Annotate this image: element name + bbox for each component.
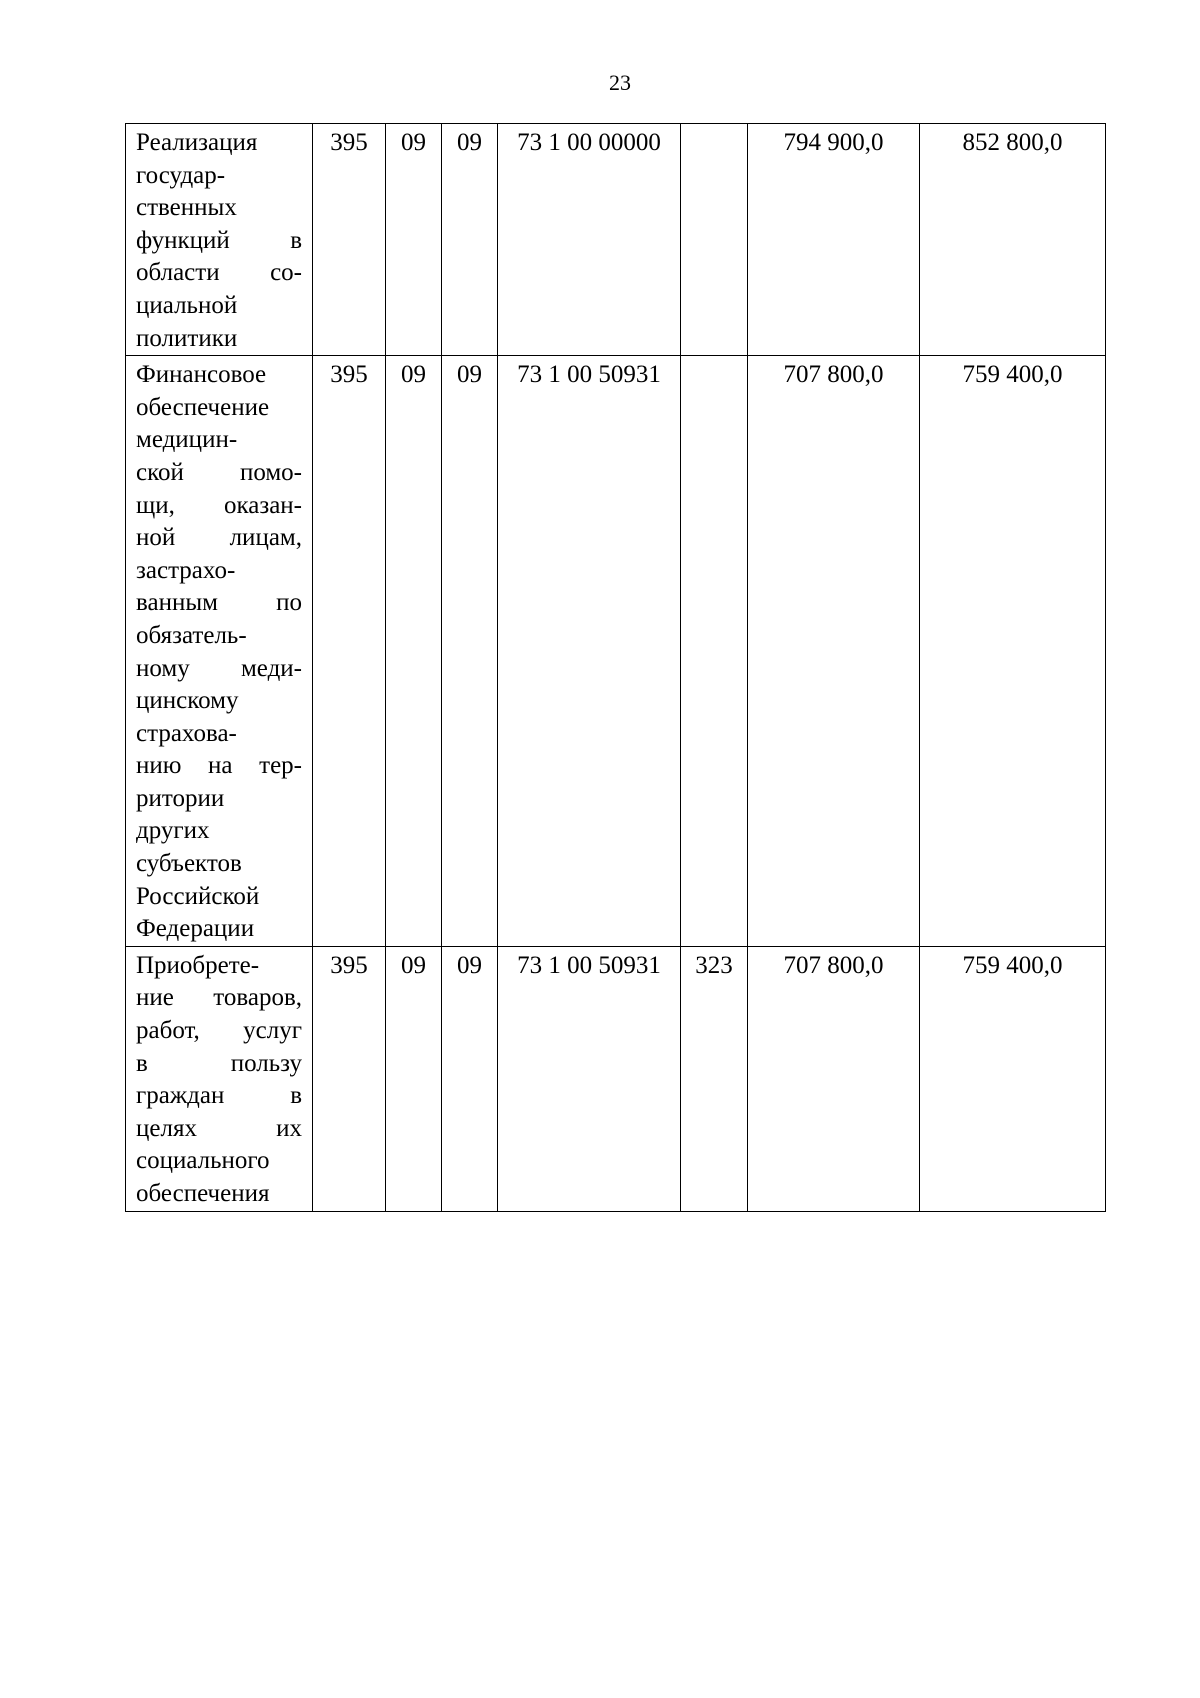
row-name (136, 359, 302, 946)
cell-admin-code: 395 (313, 124, 386, 356)
row-name-line: политики (136, 324, 238, 352)
row-name-line: циальной (136, 291, 238, 319)
cell-year1-amount: 707 800,0 (748, 946, 920, 1211)
row-name-line: Финансовое (136, 361, 267, 389)
row-name-line: нию на тер- (136, 752, 302, 780)
row-name-line: Приобрете- (136, 951, 260, 979)
row-name-line: цинскому (136, 687, 239, 715)
row-name (136, 127, 302, 355)
row-name-line: ной лицам, (136, 524, 302, 552)
row-name-line: области со- (136, 259, 302, 287)
row-name-line: обязатель- (136, 621, 247, 649)
cell-target-article: 73 1 00 50931 (498, 946, 681, 1211)
row-name-line: ванным по (136, 589, 302, 617)
row-name-line: социального (136, 1147, 270, 1175)
row-name (136, 950, 302, 1211)
cell-section: 09 (386, 946, 442, 1211)
cell-subsection: 09 (442, 356, 498, 947)
row-name-line: целях их (136, 1114, 302, 1142)
cell-year2-amount: 759 400,0 (920, 356, 1106, 947)
cell-section: 09 (386, 356, 442, 947)
cell-section: 09 (386, 124, 442, 356)
row-name-line: медицин- (136, 426, 238, 454)
cell-admin-code: 395 (313, 356, 386, 947)
row-name-line: ному меди- (136, 654, 302, 682)
cell-subsection: 09 (442, 946, 498, 1211)
cell-target-article: 73 1 00 50931 (498, 356, 681, 947)
cell-name (126, 946, 313, 1211)
row-name-line: обеспечение (136, 393, 270, 421)
row-name-line: ской помо- (136, 458, 302, 486)
budget-table (125, 123, 1106, 1212)
cell-year1-amount: 707 800,0 (748, 356, 920, 947)
row-name-line: ние товаров, (136, 984, 302, 1012)
row-name-line: работ, услуг (136, 1017, 302, 1045)
row-name-line: субъектов (136, 850, 242, 878)
cell-admin-code: 395 (313, 946, 386, 1211)
row-name-line: щи, оказан- (136, 491, 302, 519)
cell-expense-type: 323 (681, 946, 748, 1211)
cell-subsection: 09 (442, 124, 498, 356)
cell-expense-type (681, 124, 748, 356)
table-row (126, 356, 1106, 947)
row-name-line: Реализация (136, 129, 258, 156)
row-name-line: застрахо- (136, 556, 236, 584)
cell-expense-type (681, 356, 748, 947)
row-name-line: граждан в (136, 1082, 302, 1110)
row-name-line: в пользу (136, 1049, 302, 1077)
cell-year2-amount: 852 800,0 (920, 124, 1106, 356)
table-row (126, 124, 1106, 356)
cell-year2-amount: 759 400,0 (920, 946, 1106, 1211)
row-name-line: государ- (136, 161, 226, 189)
row-name-line: Российской (136, 882, 260, 910)
cell-target-article: 73 1 00 00000 (498, 124, 681, 356)
row-name-line: обеспечения (136, 1180, 270, 1207)
row-name-line: страхова- (136, 719, 237, 747)
table-body (126, 124, 1106, 1212)
row-name-line: Федерации (136, 915, 255, 943)
cell-name (126, 124, 313, 356)
row-name-line: функций в (136, 226, 302, 254)
cell-name (126, 356, 313, 947)
row-name-line: ственных (136, 194, 237, 222)
row-name-line: ритории (136, 784, 225, 812)
row-name-line: других (136, 817, 210, 845)
page-number: 23 (609, 70, 631, 95)
table-row (126, 946, 1106, 1211)
cell-year1-amount: 794 900,0 (748, 124, 920, 356)
